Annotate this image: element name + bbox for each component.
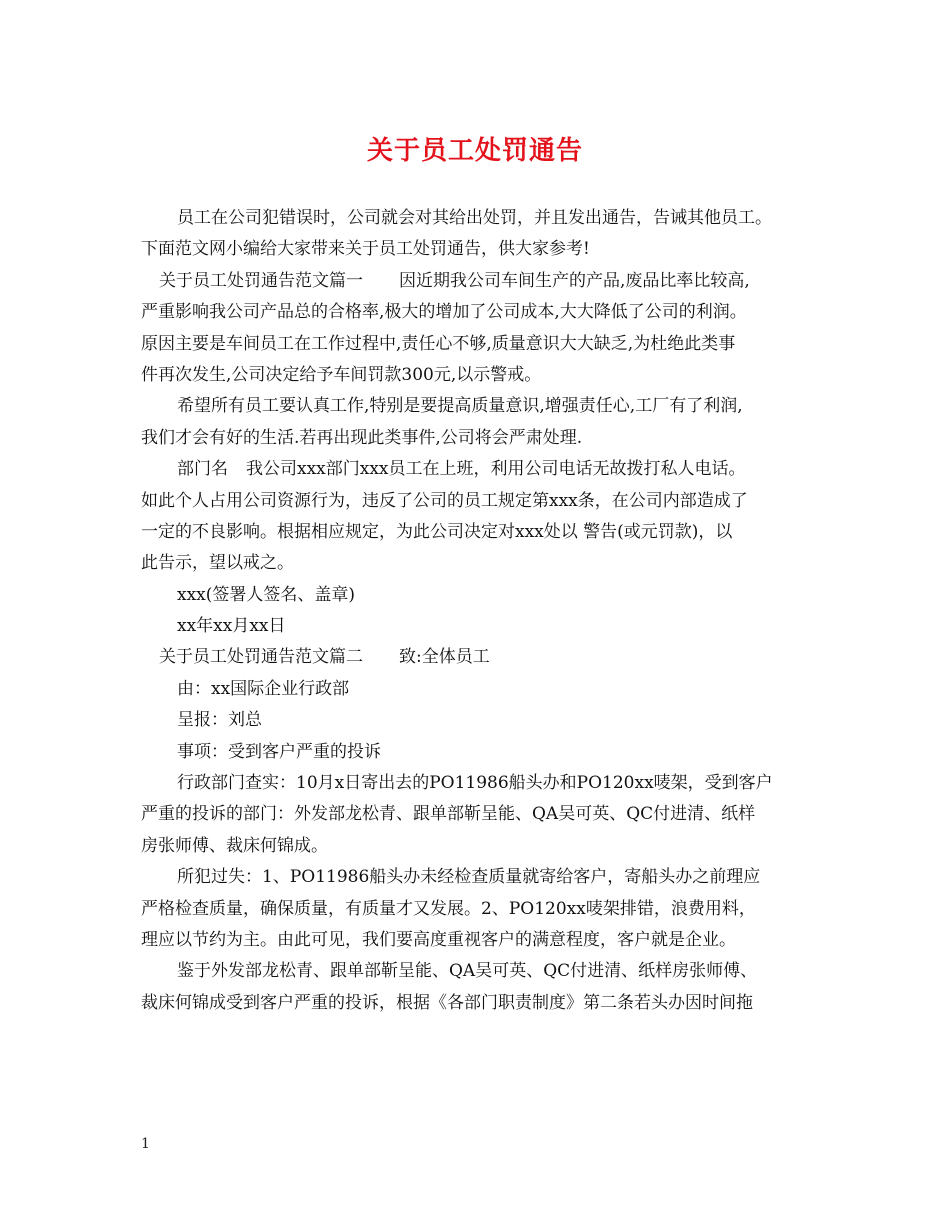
paragraph-text: 因近期我公司车间生产的产品,废品比率比较高, [399,270,750,291]
paragraph-line: 此告示，望以戒之。 [141,553,294,574]
paragraph-line: 严重的投诉的部门：外发部龙松青、跟单部靳呈能、QA吴可英、QC付进清、纸样 [141,804,756,825]
report-to-line: 呈报：刘总 [177,710,262,731]
page-number: 1 [141,1136,150,1152]
from-line: 由：xx国际企业行政部 [177,678,350,699]
paragraph-line: 一定的不良影响。根据相应规定，为此公司决定对xxx处以 警告(或元罚款)，以 [141,521,733,542]
section-heading: 关于员工处罚通告范文篇一 [159,270,363,291]
section-heading: 关于员工处罚通告范文篇二 [159,647,363,668]
paragraph-line: 员工在公司犯错误时，公司就会对其给出处罚，并且发出通告，告诫其他员工。 [177,208,772,228]
paragraph-line [141,454,816,485]
paragraph-line: 严重影响我公司产品总的合格率,极大的增加了公司成本,大大降低了公司的利润。 [141,302,747,323]
document-body [141,203,816,1019]
recipient-text: 致:全体员工 [399,647,490,668]
paragraph-line [141,642,816,673]
department-label: 部门名 [177,459,228,480]
paragraph-line: 原因主要是车间员工在工作过程中,责任心不够,质量意识大大缺乏,为杜绝此类事 [141,333,736,354]
paragraph-line: 所犯过失：1、PO11986船头办未经检查质量就寄给客户，寄船头办之前理应 [177,867,761,888]
paragraph-line: 希望所有员工要认真工作,特别是要提高质量意识,增强责任心,工厂有了利润, [177,396,743,417]
subject-line: 事项：受到客户严重的投诉 [177,741,381,762]
paragraph-line: 理应以节约为主。由此可见，我们要高度重视客户的满意程度，客户就是企业。 [141,929,736,950]
document-title: 关于员工处罚通告 [366,136,583,166]
paragraph-text: 我公司xxx部门xxx员工在上班，利用公司电话无故拨打私人电话。 [246,459,746,480]
paragraph-line: 件再次发生,公司决定给予车间罚款300元,以示警戒。 [141,364,542,385]
paragraph-line: 下面范文网小编给大家带来关于员工处罚通告，供大家参考! [141,239,590,260]
paragraph-line: 如此个人占用公司资源行为，违反了公司的员工规定第xxx条，在公司内部造成了 [141,490,748,511]
paragraph-line: 严格检查质量，确保质量，有质量才又发展。2、PO120xx唛架排错，浪费用料， [141,898,756,919]
paragraph-line: 我们才会有好的生活.若再出现此类事件,公司将会严肃处理. [141,427,583,448]
paragraph-line: 裁床何锦成受到客户严重的投诉，根据《各部门职责制度》第二条若头办因时间拖 [141,992,753,1013]
signature-line: xxx(签署人签名、盖章) [177,584,356,605]
date-line: xx年xx月xx日 [177,616,286,637]
paragraph-line [141,266,816,297]
paragraph-line: 房张师傅、裁床何锦成。 [141,835,328,856]
paragraph-line: 鉴于外发部龙松青、跟单部靳呈能、QA吴可英、QC付进清、纸样房张师傅、 [177,961,758,982]
paragraph-line: 行政部门查实：10月x日寄出去的PO11986船头办和PO120xx唛架，受到客户 [177,773,773,794]
